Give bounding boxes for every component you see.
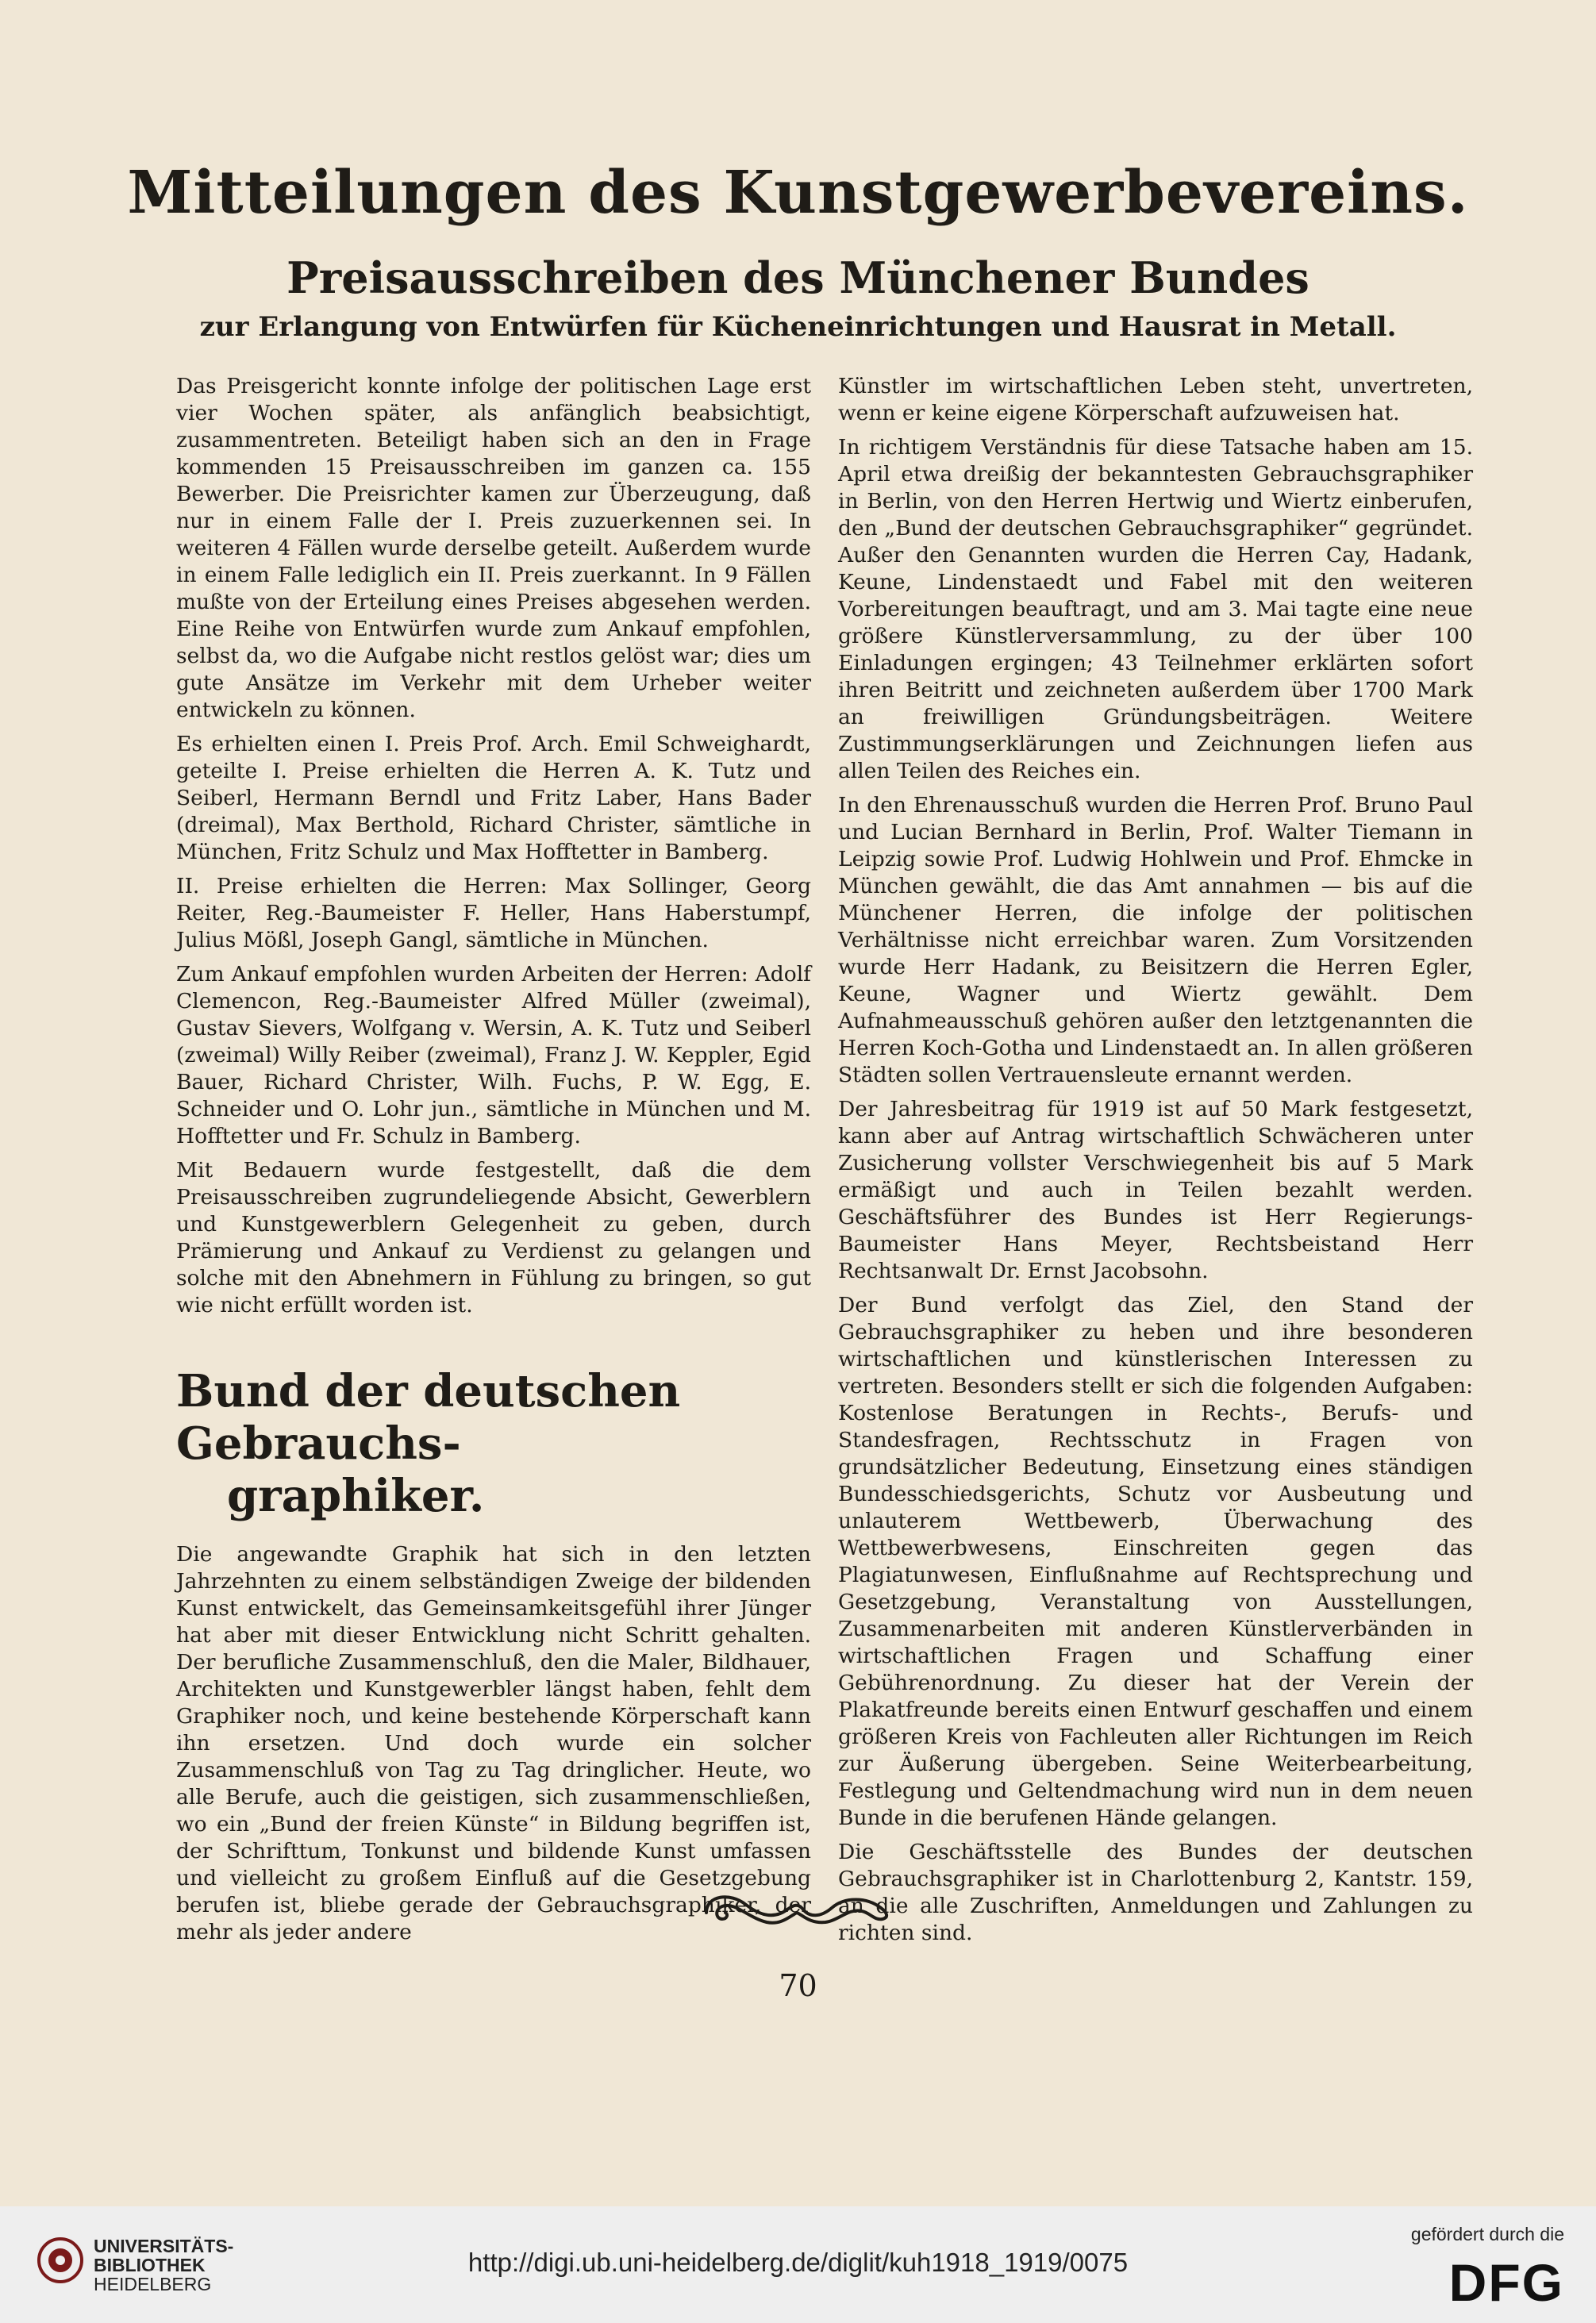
paragraph: Es erhielten einen I. Preis Prof. Arch. Emil Schweighardt, geteilte I. Preise erhielten die Herren A. K. Tutz und Seiberl, Hermann Berndl und Fritz Laber, Hans Bader (dreimal), Max Berthold, Richard Christer, sämtliche in München, Fritz Schulz und Max Hofftetter in Bamberg. [176, 732, 811, 864]
section-heading [176, 1365, 811, 1522]
paragraph: Mit Bedauern wurde festgestellt, daß die dem Preisausschreiben zugrundeliegende Absicht, Gewerblern und Kunstgewerblern Gelegenheit zu geben, durch Prämierung und Ankauf zu Verdienst zu gelangen und solche mit den Abnehmern in Fühlung zu bringen, so gut wie nicht erfüllt worden ist. [176, 1158, 811, 1317]
footer-bar [0, 2206, 1596, 2323]
paragraph: Die angewandte Graphik hat sich in den letzten Jahrzehnten zu einem selbständigen Zweige der bildenden Kunst entwickelt, das Gemeinsamkeitsgefühl ihrer Jünger hat aber mit dieser Entwicklung nicht Schritt gehalten. Der berufliche Zusammenschluß, den die Maler, Bildhauer, Architekten und Kunstgewerbler längst haben, fehlt dem Graphiker noch, und keine bestehende Körperschaft kann ihn ersetzen. Und doch wurde ein solcher Zusammenschluß von Tag zu Tag dringlicher. Heute, wo alle Berufe, auch die geistigen, sich zusammenschließen, wo ein „Bund der freien Künste“ in Bildung begriffen ist, der Schrifttum, Tonkunst und bildende Kunst umfassen und vielleicht zu großem Einfluß auf die Gesetzgebung berufen ist, bliebe gerade der Gebrauchsgraphiker, der mehr als jeder andere [176, 1542, 811, 1944]
paragraph: Der Jahresbeitrag für 1919 ist auf 50 Mark festgesetzt, kann aber auf Antrag wirtschaftlich Schwächeren unter Zusicherung vollster Verschwiegenheit bis auf 5 Mark ermäßigt und auch in Teilen bezahlt werden. Geschäftsführer des Bundes ist Herr Regierungs-Baumeister Hans Meyer, Rechtsbeistand Herr Rechtsanwalt Dr. Ernst Jacobsohn. [838, 1097, 1473, 1283]
institution-line: HEIDELBERG [94, 2274, 212, 2294]
right-column [838, 373, 1473, 1954]
institution-line: BIBLIOTHEK [94, 2255, 206, 2275]
left-column [176, 373, 811, 1953]
paragraph: Der Bund verfolgt das Ziel, den Stand der Gebrauchsgraphiker zu heben und ihre besonderen wirtschaftlichen und künstlerischen Interessen zu vertreten. Besonders stellt er sich die folgenden Aufgaben: Kostenlose Beratungen in Rechts-, Berufs- und Standesfragen, Rechtsschutz in Fragen von grundsätzlicher Bedeutung, Einsetzung eines ständigen Bundesschiedsgerichts, Schutz vor Ausbeutung und unlauterem Wettbewerb, Überwachung des Wettbewerbwesens, Einschreiten gegen das Plagiatunwesen, Einflußnahme auf Rechtsprechung und Gesetzgebung, Veranstaltung von Ausstellungen, Zusammenarbeiten mit anderen Künstlerverbänden in wirtschaftlichen Fragen und Schaffung einer Gebührenordnung. Zu dieser hat der Verein der Plakatfreunde bereits einen Entwurf geschaffen und einem größeren Kreis von Fachleuten aller Richtungen im Reich zur Äußerung übergeben. Seine Weiterbearbeitung, Festlegung und Geltendmachung wird nun in dem neuen Bunde in die berufenen Hände gelangen. [838, 1293, 1473, 1830]
article-subtitle: zur Erlangung von Entwürfen für Kücheneinrichtungen und Hausrat in Metall. [199, 311, 1397, 343]
section-heading-line1: Bund der deutschen Gebrauchs- [176, 1365, 681, 1470]
paragraph: Das Preisgericht konnte infolge der politischen Lage erst vier Wochen später, als anfänglich beabsichtigt, zusammentreten. Beteiligt haben sich an den in Frage kommenden 15 Preisausschreiben im ganzen ca. 155 Bewerber. Die Preisrichter kamen zur Überzeugung, daß nur in einem Falle der I. Preis zuzuerkennen sei. In weiteren 4 Fällen wurde derselbe geteilt. Außerdem wurde in einem Falle lediglich ein II. Preis zuerkannt. In 9 Fällen mußte von der Erteilung eines Preises abgesehen werden. Eine Reihe von Entwürfen wurde zum Ankauf empfohlen, selbst da, wo die Aufgabe nicht restlos gelöst war; dies um gute Ansätze im Verkehr mit dem Urheber weiter entwickeln zu können. [176, 374, 811, 722]
flourish-ornament-icon [698, 1886, 897, 1933]
article-title: Preisausschreiben des Münchener Bundes [287, 252, 1309, 303]
paragraph: II. Preise erhielten die Herren: Max Sollinger, Georg Reiter, Reg.-Baumeister F. Heller, Hans Haberstumpf, Julius Mößl, Joseph Gangl, sämtliche in München. [176, 874, 811, 952]
dfg-logo: DFG [1448, 2253, 1564, 2312]
page-number: 70 [779, 1968, 817, 2003]
paragraph: In den Ehrenausschuß wurden die Herren Prof. Bruno Paul und Lucian Bernhard in Berlin, Prof. Walter Tiemann in Leipzig sowie Prof. Ludwig Hohlwein und Prof. Ehmcke in München gewählt, die das Amt annahmen — bis auf die Münchener Herren, die infolge der politischen Verhältnisse nicht erreichbar waren. Zum Vorsitzenden wurde Herr Hadank, zu Beisitzern die Herren Egler, Keune, Wagner und Wiertz gewählt. Dem Aufnahmeausschuß gehören außer den letztgenannten die Herren Koch-Gotha und Lindenstaedt an. In allen größeren Städten sollen Vertrauensleute ernannt werden. [838, 793, 1473, 1087]
paragraph: In richtigem Verständnis für diese Tatsache haben am 15. April etwa dreißig der bekanntesten Gebrauchsgraphiker in Berlin, von den Herren Hertwig und Wiertz einberufen, den „Bund der deutschen Gebrauchsgraphiker“ gegründet. Außer den Genannten wurden die Herren Cay, Hadank, Keune, Lindenstaedt und Fabel mit den weiteren Vorbereitungen beauftragt, und am 3. Mai tagte eine neue größere Künstlerversammlung, zu der über 100 Einladungen ergingen; 43 Teilnehmer erklärten sofort ihren Beitritt und zeichneten außerdem über 1700 Mark an freiwilligen Gründungsbeiträgen. Weitere Zustimmungserklärungen und Zeichnungen liefen aus allen Teilen des Reiches ein. [838, 435, 1473, 783]
funded-by-text: gefördert durch die [1410, 2224, 1564, 2244]
institution-line: UNIVERSITÄTS- [94, 2236, 234, 2256]
paragraph: Die Geschäftsstelle des Bundes der deutschen Gebrauchsgraphiker ist in Charlottenburg 2, Kantstr. 159, an die alle Zuschriften, Anmeldungen und Zahlungen zu richten sind. [838, 1840, 1473, 1945]
paragraph: Künstler im wirtschaftlichen Leben steht, unvertreten, wenn er keine eigene Körperschaft aufzuweisen hat. [838, 374, 1473, 425]
page-title: Mitteilungen des Kunstgewerbevereins. [127, 159, 1469, 227]
paragraph: Zum Ankauf empfohlen wurden Arbeiten der Herren: Adolf Clemencon, Reg.-Baumeister Alfred Müller (zweimal), Gustav Sievers, Wolfgang v. Wersin, A. K. Tutz und Seiberl (zweimal) Willy Reiber (zweimal), Franz J. W. Keppler, Egid Bauer, Richard Christer, Wilh. Fuchs, P. W. Egg, E. Schneider und O. Lohr jun., sämtliche in München und M. Hofftetter und Fr. Schulz in Bamberg. [176, 962, 811, 1148]
section-heading-line2: graphiker. [227, 1470, 485, 1522]
source-url-link[interactable]: http://digi.ub.uni-heidelberg.de/diglit/kuh1918_1919/0075 [467, 2248, 1129, 2277]
